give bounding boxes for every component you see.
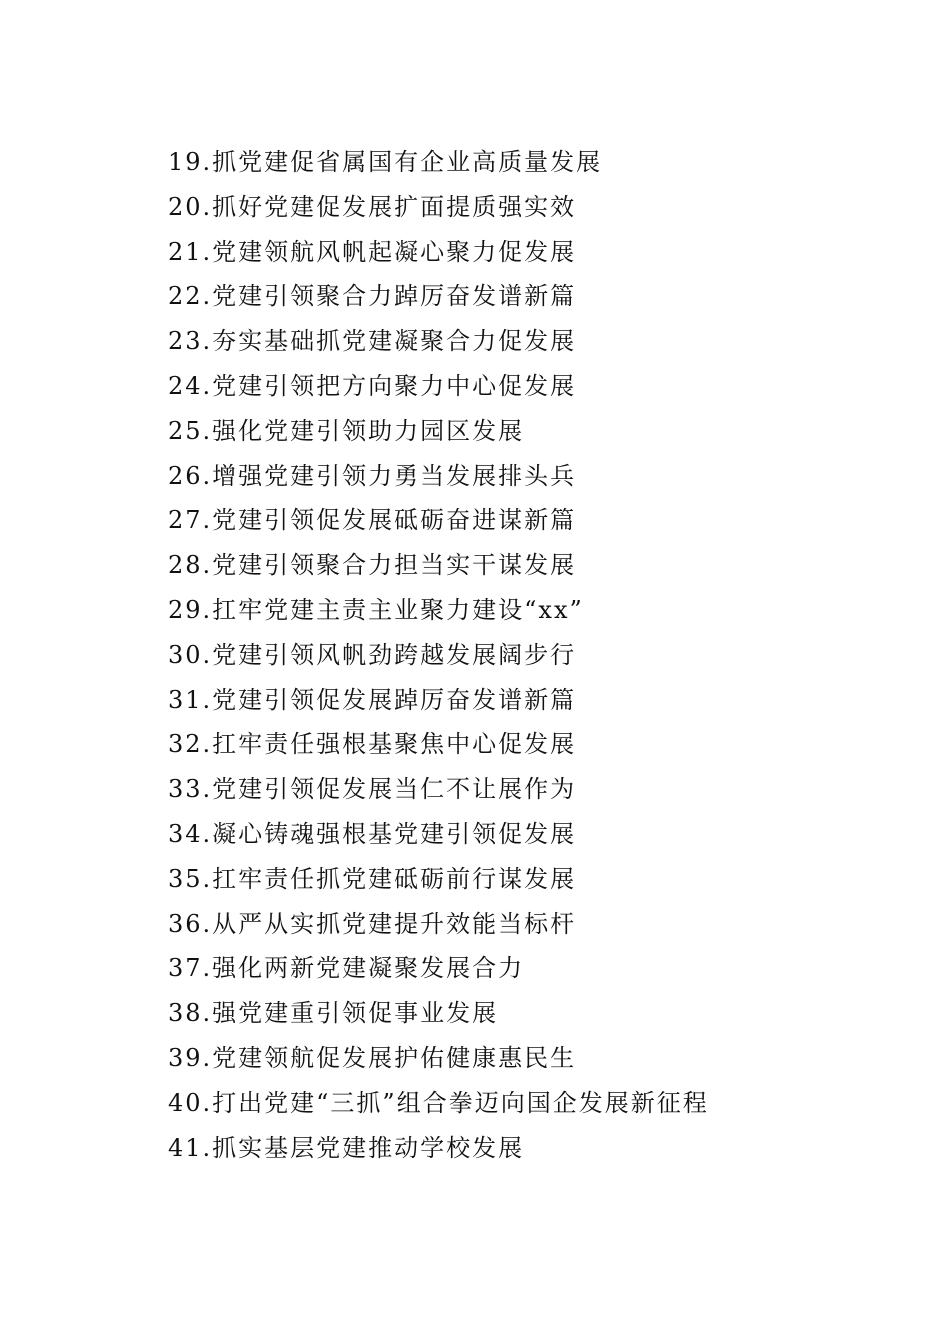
title-list	[168, 140, 709, 1170]
list-item: 36.从严从实抓党建提升效能当标杆	[168, 909, 577, 938]
list-item: 35.扛牢责任抓党建砥砺前行谋发展	[168, 864, 577, 893]
list-item: 32.扛牢责任强根基聚焦中心促发展	[168, 730, 577, 759]
list-item: 41.抓实基层党建推动学校发展	[168, 1133, 525, 1162]
list-item: 20.抓好党建促发展扩面提质强实效	[168, 192, 577, 221]
list-item: 27.党建引领促发展砥砺奋进谋新篇	[168, 506, 577, 535]
list-item: 21.党建领航风帆起凝心聚力促发展	[168, 237, 577, 266]
list-item: 34.凝心铸魂强根基党建引领促发展	[168, 819, 577, 848]
list-item: 33.党建引领促发展当仁不让展作为	[168, 775, 577, 804]
list-item: 23.夯实基础抓党建凝聚合力促发展	[168, 327, 577, 356]
list-item: 30.党建引领风帆劲跨越发展阔步行	[168, 640, 577, 669]
list-item: 25.强化党建引领助力园区发展	[168, 416, 525, 445]
list-item: 37.强化两新党建凝聚发展合力	[168, 954, 525, 983]
list-item: 24.党建引领把方向聚力中心促发展	[168, 371, 577, 400]
list-item: 40.打出党建“三抓”组合拳迈向国企发展新征程	[168, 1088, 709, 1117]
list-item: 28.党建引领聚合力担当实干谋发展	[168, 551, 577, 580]
list-item: 38.强党建重引领促事业发展	[168, 999, 499, 1028]
list-item: 39.党建领航促发展护佑健康惠民生	[168, 1043, 577, 1072]
list-item: 26.增强党建引领力勇当发展排头兵	[168, 461, 577, 490]
list-item: 31.党建引领促发展踔厉奋发谱新篇	[168, 685, 577, 714]
list-item: 22.党建引领聚合力踔厉奋发谱新篇	[168, 282, 577, 311]
list-item: 19.抓党建促省属国有企业高质量发展	[168, 148, 603, 176]
list-item: 29.扛牢党建主责主业聚力建设“xx”	[168, 595, 584, 624]
